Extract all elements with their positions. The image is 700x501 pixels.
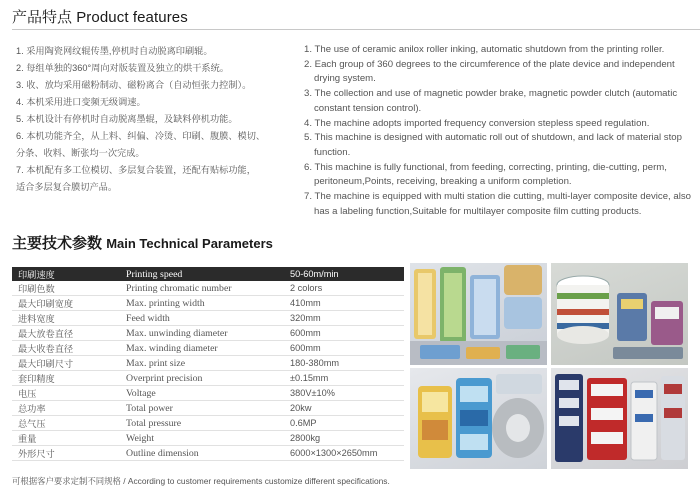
feature-cn-item: 4. 本机采用进口变频无级调速。 [16,97,146,107]
feature-en-item: 4. The machine adopts imported frequency conversion stepless speed regulation. [304,117,650,129]
table-row [12,326,404,341]
param-en: Total pressure [118,416,282,431]
param-cn: 套印精度 [12,371,118,386]
label-stacks-illustration [551,263,688,365]
feature-en-item: 1. The use of ceramic anilox roller inking, automatic shutdown from the printing roller. [304,44,665,55]
param-en: Max. print size [118,356,282,371]
params-title-en: Main Technical Parameters [106,236,273,251]
param-cn: 印刷速度 [12,267,118,281]
param-cn: 外形尺寸 [12,446,118,461]
param-cn: 最大印刷宽度 [12,296,118,311]
param-cn: 最大印刷尺寸 [12,356,118,371]
table-row [12,281,404,296]
table-row [12,386,404,401]
red-labels-photo [551,368,688,469]
table-row [12,371,404,386]
label-stacks-photo [551,263,688,365]
feature-en-item: 6. This machine is fully functional, from feeding, correcting, printing, die-cutting, perm, peritoneum,Points, receiving, breaking a uniform completion. [304,161,667,188]
param-value: 6000×1300×2650mm [282,446,404,461]
table-row [12,401,404,416]
param-value: ±0.15mm [282,371,404,386]
param-value: 600mm [282,326,404,341]
features-title-cn: 产品特点 [12,9,73,26]
param-value: 20kw [282,401,404,416]
feature-cn-item: 3. 收、放均采用磁粉制动、磁粉离合（自动恒张力控制）。 [16,80,252,90]
features-list-cn [16,43,286,196]
feature-cn-item: 7. 本机配有多工位模切、多层复合装置，还配有贴标功能， 适合多层复合膜切产品。 [16,165,256,192]
param-en: Max. winding diameter [118,341,282,356]
param-cn: 印刷色数 [12,281,118,296]
param-en: Voltage [118,386,282,401]
feature-en-item: 5. This machine is designed with automatic roll out of shutdown, and lack of material stop function. [304,132,682,158]
param-en: Outline dimension [118,446,282,461]
table-row [12,446,404,461]
param-cn: 最大放卷直径 [12,326,118,341]
table-row [12,431,404,446]
table-row-header [12,267,404,281]
param-value: 180-380mm [282,356,404,371]
param-cn: 电压 [12,386,118,401]
param-en: Total power [118,401,282,416]
param-en: Max. unwinding diameter [118,326,282,341]
features-title [12,6,188,27]
printed-rolls-illustration [410,368,547,469]
param-en: Max. printing width [118,296,282,311]
feature-cn-item: 1. 采用陶瓷网纹辊传墨,停机时自动脱离印刷辊。 [16,46,213,56]
param-en: Overprint precision [118,371,282,386]
param-cn: 总气压 [12,416,118,431]
param-value: 600mm [282,341,404,356]
param-en: Printing chromatic number [118,281,282,296]
param-value: 320mm [282,311,404,326]
table-row [12,356,404,371]
feature-cn-item: 6. 本机功能齐全，从上料、纠偏、冷烫、印刷、腹膜、模切、 分条、收料、断张均一次完成。 [16,131,266,158]
param-en: Printing speed [118,267,282,281]
title-divider [12,29,700,30]
feature-en-item: 2. Each group of 360 degrees to the circumference of the plate device and independent drying system. [304,58,675,85]
param-cn: 最大收卷直径 [12,341,118,356]
features-list-en [304,43,694,219]
param-cn: 进料宽度 [12,311,118,326]
param-en: Feed width [118,311,282,326]
specs-footnote: 可根据客户要求定制不同规格 / According to customer requirements customize different specifications. [12,476,390,486]
table-row [12,296,404,311]
param-value: 0.6MP [282,416,404,431]
params-table [12,267,404,461]
params-title [12,232,273,253]
printed-rolls-photo [410,368,547,469]
param-value: 2 colors [282,281,404,296]
feature-cn-item: 2. 每组单独的360°周向对版装置及独立的烘干系统。 [16,63,229,73]
feature-cn-item: 5. 本机设计有停机时自动脱离墨辊，及缺料停机功能。 [16,114,238,124]
param-value: 2800kg [282,431,404,446]
param-en: Weight [118,431,282,446]
params-title-cn: 主要技术参数 [12,235,103,252]
label-rolls-illustration [410,263,547,365]
table-row [12,311,404,326]
feature-en-item: 3. The collection and use of magnetic powder brake, magnetic powder clutch (automatic constant tension control). [304,88,678,114]
table-row [12,341,404,356]
feature-en-item: 7. The machine is equipped with multi station die cutting, multi-layer composite device, also has a labeling function,Suitable for multilayer composite film cutting products. [304,191,691,217]
param-value: 380V±10% [282,386,404,401]
param-value: 50-60m/min [282,267,404,281]
label-rolls-photo [410,263,547,365]
param-cn: 总功率 [12,401,118,416]
param-value: 410mm [282,296,404,311]
features-title-en: Product features [76,9,188,26]
param-cn: 重量 [12,431,118,446]
red-labels-illustration [551,368,688,469]
table-row [12,416,404,431]
